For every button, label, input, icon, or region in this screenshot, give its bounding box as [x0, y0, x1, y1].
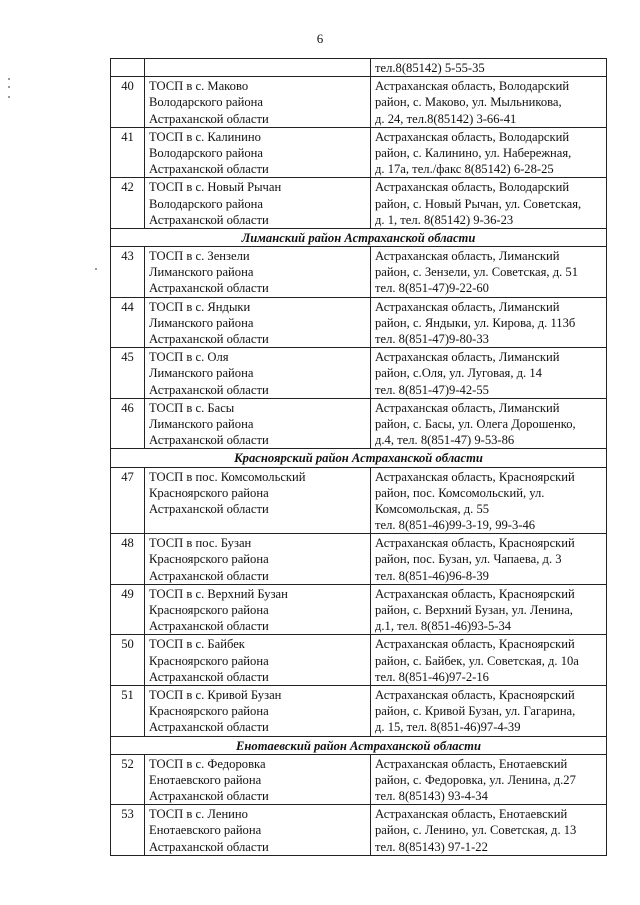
office-name-cell	[145, 297, 371, 348]
office-name-line: ТОСП в пос. Комсомольский	[149, 469, 306, 484]
page-number: 6	[316, 31, 324, 46]
table-row	[111, 348, 607, 399]
address-cell	[371, 635, 607, 686]
office-name-line: Красноярского района	[149, 552, 269, 567]
office-name-line: Володарского района	[149, 196, 263, 211]
office-name-line: ТОСП в с. Басы	[149, 400, 235, 415]
table-row	[111, 635, 607, 686]
address-line: район, с. Верхний Бузан, ул. Ленина,	[375, 603, 573, 618]
address-line: тел. 8(851-46)96-8-39	[375, 568, 489, 583]
office-name-line: Володарского района	[149, 145, 263, 160]
district-header-row	[111, 449, 607, 467]
office-name-cell	[145, 77, 371, 128]
office-name-line: Астраханской области	[149, 619, 269, 634]
office-name-line: Астраханской области	[149, 382, 269, 397]
office-name-line: Астраханской области	[149, 162, 269, 177]
office-name-line: Астраханской области	[149, 501, 269, 516]
office-name-line: ТОСП в с. Оля	[149, 350, 229, 365]
address-line: Астраханская область, Енотаевский	[375, 807, 568, 822]
office-name-cell	[145, 534, 371, 585]
address-line: тел. 8(851-46)97-2-16	[375, 669, 489, 684]
address-line: д. 1, тел. 8(85142) 9-36-23	[375, 212, 514, 227]
office-name-line: Красноярского района	[149, 485, 269, 500]
office-name-cell	[145, 247, 371, 298]
address-line: Комсомольская, д. 55	[375, 501, 490, 516]
office-name-line: ТОСП в с. Зензели	[149, 249, 250, 264]
address-line: район, пос. Комсомольский, ул.	[375, 485, 545, 500]
row-number-cell: 41	[111, 127, 145, 178]
address-line: район, с. Новый Рычан, ул. Советская,	[375, 196, 582, 211]
address-cell	[371, 247, 607, 298]
office-name-line: ТОСП в с. Байбек	[149, 637, 245, 652]
address-line: тел. 8(85143) 97-1-22	[375, 839, 488, 854]
address-cell	[371, 805, 607, 856]
address-line: район, с. Маково, ул. Мыльникова,	[375, 95, 562, 110]
margin-mark	[8, 86, 10, 88]
address-cell	[371, 685, 607, 736]
row-number-cell: 42	[111, 178, 145, 229]
address-line: Астраханская область, Красноярский	[375, 469, 575, 484]
office-name-line: Красноярского района	[149, 653, 269, 668]
address-cell	[371, 59, 607, 77]
office-name-line: Астраханской области	[149, 332, 269, 347]
address-line: тел. 8(85143) 93-4-34	[375, 789, 488, 804]
address-line: Астраханская область, Лиманский	[375, 299, 560, 314]
row-number-cell: 47	[111, 467, 145, 534]
address-line: район, с. Басы, ул. Олега Дорошенко,	[375, 416, 576, 431]
address-line: Астраханская область, Красноярский	[375, 586, 575, 601]
address-line: Астраханская область, Володарский	[375, 79, 570, 94]
office-name-cell	[145, 685, 371, 736]
address-line: Астраханская область, Володарский	[375, 180, 570, 195]
office-name-line: Астраханской области	[149, 111, 269, 126]
district-header-row	[111, 736, 607, 754]
row-number-cell: 48	[111, 534, 145, 585]
address-cell	[371, 398, 607, 449]
office-name-line: ТОСП в с. Калинино	[149, 129, 261, 144]
table-row	[111, 805, 607, 856]
office-name-cell	[145, 635, 371, 686]
district-header: Енотаевский район Астраханской области	[111, 736, 607, 754]
margin-mark	[8, 96, 10, 98]
address-line: д.1, тел. 8(851-46)93-5-34	[375, 619, 512, 634]
office-name-line: ТОСП в с. Кривой Бузан	[149, 687, 282, 702]
address-cell	[371, 77, 607, 128]
address-line: тел. 8(851-47)9-80-33	[375, 332, 489, 347]
office-name-line: Володарского района	[149, 95, 263, 110]
continuation-row	[111, 59, 607, 77]
office-name-line: Астраханской области	[149, 433, 269, 448]
address-line: тел.8(85142) 5-55-35	[375, 61, 485, 75]
address-line: район, с.Оля, ул. Луговая, д. 14	[375, 366, 542, 381]
district-header-row	[111, 228, 607, 246]
district-header: Красноярский район Астраханской области	[111, 449, 607, 467]
table-row	[111, 398, 607, 449]
office-name-line: Енотаевского района	[149, 772, 262, 787]
address-line: д. 24, тел.8(85142) 3-66-41	[375, 111, 517, 126]
office-name-line: Енотаевского района	[149, 823, 262, 838]
office-name-line: Лиманского района	[149, 366, 254, 381]
office-name-cell	[145, 754, 371, 805]
table-row	[111, 178, 607, 229]
address-line: Астраханская область, Красноярский	[375, 536, 575, 551]
office-name-cell	[145, 127, 371, 178]
address-line: Астраханская область, Лиманский	[375, 400, 560, 415]
row-number-cell: 43	[111, 247, 145, 298]
address-cell	[371, 127, 607, 178]
address-cell	[371, 467, 607, 534]
table-row	[111, 584, 607, 635]
address-line: Астраханская область, Красноярский	[375, 687, 575, 702]
table-row	[111, 77, 607, 128]
office-name-cell	[145, 584, 371, 635]
address-line: район, с. Яндыки, ул. Кирова, д. 113б	[375, 315, 576, 330]
office-name-cell	[145, 805, 371, 856]
office-name-line: ТОСП в с. Ленино	[149, 807, 248, 822]
address-line: район, с. Ленино, ул. Советская, д. 13	[375, 823, 577, 838]
address-line: тел. 8(851-47)9-22-60	[375, 281, 489, 296]
table-row	[111, 754, 607, 805]
address-cell	[371, 297, 607, 348]
margin-mark	[8, 78, 10, 80]
address-cell	[371, 348, 607, 399]
row-number-cell: 51	[111, 685, 145, 736]
address-line: Астраханская область, Лиманский	[375, 350, 560, 365]
address-cell	[371, 584, 607, 635]
office-name-cell	[145, 398, 371, 449]
office-name-line: ТОСП в с. Федоровка	[149, 756, 266, 771]
address-line: район, с. Федоровка, ул. Ленина, д.27	[375, 772, 576, 787]
address-cell	[371, 754, 607, 805]
office-name-line: Астраханской области	[149, 669, 269, 684]
table-row	[111, 685, 607, 736]
address-cell	[371, 534, 607, 585]
row-number-cell: 40	[111, 77, 145, 128]
address-line: д. 17а, тел./факс 8(85142) 6-28-25	[375, 162, 554, 177]
registry-table	[110, 58, 607, 856]
address-line: район, с. Байбек, ул. Советская, д. 10а	[375, 653, 579, 668]
office-name-line: Астраханской области	[149, 568, 269, 583]
office-name-line: Астраханской области	[149, 212, 269, 227]
margin-mark	[95, 268, 97, 270]
registry-table-body	[111, 59, 607, 856]
row-number-cell: 52	[111, 754, 145, 805]
table-row	[111, 467, 607, 534]
row-number-cell: 49	[111, 584, 145, 635]
district-header: Лиманский район Астраханской области	[111, 228, 607, 246]
office-name-line: Астраханской области	[149, 839, 269, 854]
office-name-line: ТОСП в пос. Бузан	[149, 536, 252, 551]
address-line: Астраханская область, Лиманский	[375, 249, 560, 264]
office-name-line: ТОСП в с. Яндыки	[149, 299, 251, 314]
row-number-cell: 50	[111, 635, 145, 686]
office-name-line: ТОСП в с. Верхний Бузан	[149, 586, 288, 601]
row-number-cell: 53	[111, 805, 145, 856]
address-line: Астраханская область, Енотаевский	[375, 756, 568, 771]
table-row	[111, 297, 607, 348]
address-line: район, пос. Бузан, ул. Чапаева, д. 3	[375, 552, 562, 567]
table-row	[111, 534, 607, 585]
office-name-line: Лиманского района	[149, 315, 254, 330]
row-number-cell: 46	[111, 398, 145, 449]
row-number-cell: 44	[111, 297, 145, 348]
address-line: район, с. Калинино, ул. Набережная,	[375, 145, 572, 160]
office-name-line: Астраханской области	[149, 281, 269, 296]
address-cell	[371, 178, 607, 229]
table-row	[111, 247, 607, 298]
address-line: тел. 8(851-47)9-42-55	[375, 382, 489, 397]
office-name-cell	[145, 348, 371, 399]
office-name-cell	[145, 178, 371, 229]
address-line: тел. 8(851-46)99-3-19, 99-3-46	[375, 518, 536, 533]
address-line: д. 15, тел. 8(851-46)97-4-39	[375, 720, 521, 735]
office-name-line: Лиманского района	[149, 416, 254, 431]
office-name-line: ТОСП в с. Маково	[149, 79, 249, 94]
address-line: Астраханская область, Володарский	[375, 129, 570, 144]
row-number-cell: 45	[111, 348, 145, 399]
office-name-line: Астраханской области	[149, 720, 269, 735]
office-name-line: Астраханской области	[149, 789, 269, 804]
office-name-line: ТОСП в с. Новый Рычан	[149, 180, 282, 195]
address-line: район, с. Зензели, ул. Советская, д. 51	[375, 265, 579, 280]
row-number-cell	[111, 59, 145, 77]
table-row	[111, 127, 607, 178]
office-name-line: Красноярского района	[149, 603, 269, 618]
address-line: район, с. Кривой Бузан, ул. Гагарина,	[375, 704, 576, 719]
address-line: д.4, тел. 8(851-47) 9-53-86	[375, 433, 515, 448]
office-name-cell	[145, 467, 371, 534]
office-name-cell	[145, 59, 371, 77]
office-name-line: Лиманского района	[149, 265, 254, 280]
office-name-line: Красноярского района	[149, 704, 269, 719]
address-line: Астраханская область, Красноярский	[375, 637, 575, 652]
